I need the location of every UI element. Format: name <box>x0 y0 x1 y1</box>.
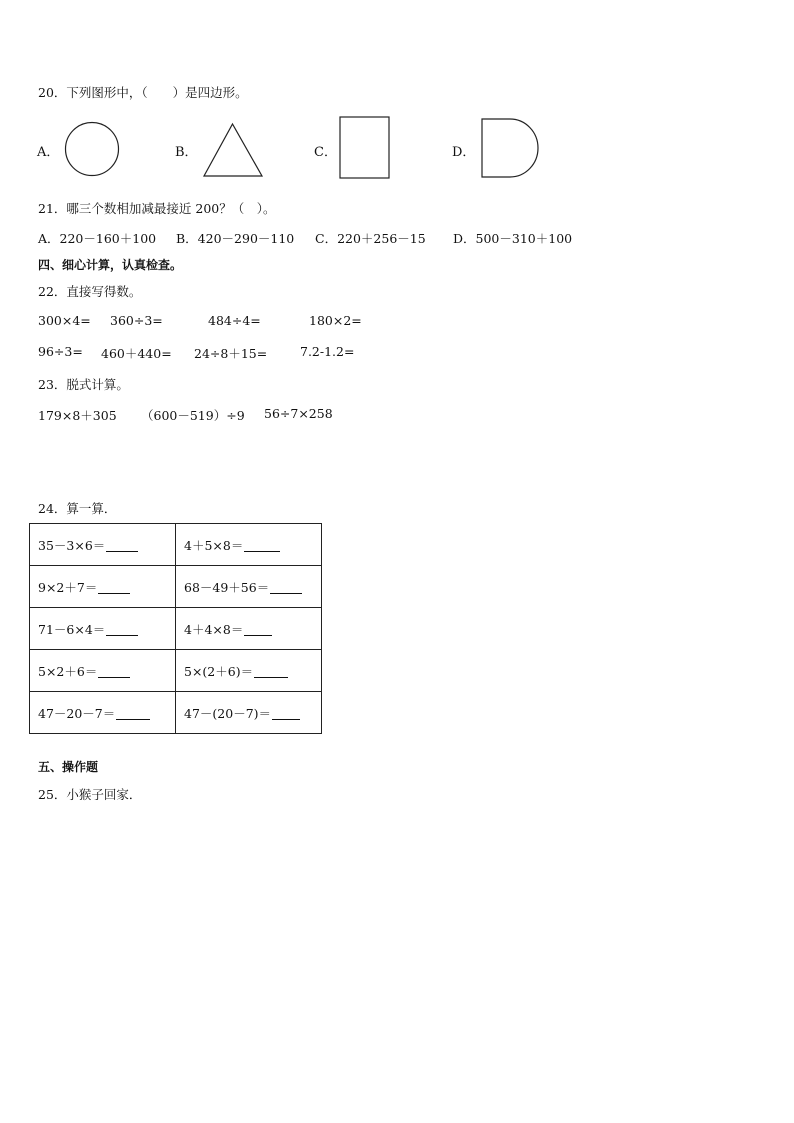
expression: 47－(20－7)＝ <box>184 705 272 721</box>
answer-blank[interactable] <box>254 665 288 678</box>
q20-option-a-letter: A． <box>37 145 60 160</box>
expression: 4＋4×8＝ <box>184 621 244 637</box>
expression: 4＋5×8＝ <box>184 537 244 553</box>
q20-option-d-letter: D． <box>452 145 476 160</box>
q22-r1-item-1: 300×4= <box>38 313 91 328</box>
table-cell <box>30 650 176 692</box>
table-cell <box>30 566 176 608</box>
q25-stem: 25．小猴子回家． <box>38 787 142 802</box>
q23-item-1: 179×8＋305 <box>38 408 117 423</box>
table-row <box>30 692 322 734</box>
expression: 35－3×6＝ <box>38 537 106 553</box>
q23-item-3: 56÷7×258 <box>264 406 333 421</box>
table-row <box>30 608 322 650</box>
q22-r1-item-2: 360÷3= <box>110 313 163 328</box>
rectangle-shape <box>339 116 391 180</box>
section-4-heading: 四、细心计算，认真检查。 <box>38 258 183 272</box>
q20-stem: 20．下列图形中，（ ）是四边形。 <box>38 85 248 100</box>
q23-item-2: （600－519）÷9 <box>141 408 245 423</box>
table-cell <box>30 524 176 566</box>
table-cell <box>176 650 322 692</box>
table-cell <box>176 692 322 734</box>
triangle-shape <box>202 122 264 178</box>
section-5-heading: 五、操作题 <box>38 760 99 774</box>
q20-option-b-letter: B． <box>175 145 198 160</box>
answer-blank[interactable] <box>244 623 272 636</box>
expression: 71－6×4＝ <box>38 621 106 637</box>
expression: 9×2＋7＝ <box>38 579 98 595</box>
q22-r2-item-2: 460＋440= <box>101 346 172 361</box>
table-cell <box>176 566 322 608</box>
answer-blank[interactable] <box>106 539 138 552</box>
q24-stem: 24．算一算． <box>38 501 117 516</box>
q20-option-c-letter: C． <box>314 145 337 160</box>
q22-r2-item-4: 7.2-1.2= <box>300 344 355 359</box>
expression: 47－20－7＝ <box>38 705 116 721</box>
expression: 5×(2＋6)＝ <box>184 663 254 679</box>
table-row <box>30 650 322 692</box>
circle-shape <box>64 121 122 179</box>
q21-option-c: C．220＋256－15 <box>315 231 426 246</box>
q21-option-a: A．220－160＋100 <box>38 231 157 246</box>
table-cell <box>30 608 176 650</box>
expression: 5×2＋6＝ <box>38 663 98 679</box>
q21-stem: 21．哪三个数相加减最接近 200？（ ）。 <box>38 201 276 216</box>
half-round-shape <box>480 118 538 180</box>
answer-blank[interactable] <box>116 707 150 720</box>
q23-stem: 23．脱式计算。 <box>38 377 129 392</box>
answer-blank[interactable] <box>98 665 130 678</box>
answer-blank[interactable] <box>98 581 130 594</box>
q21-option-d: D．500－310＋100 <box>453 231 573 246</box>
answer-blank[interactable] <box>244 539 280 552</box>
q21-option-b: B．420－290－110 <box>176 231 295 246</box>
q22-stem: 22．直接写得数。 <box>38 284 142 299</box>
q22-r2-item-1: 96÷3= <box>38 344 83 359</box>
table-cell <box>30 692 176 734</box>
expression: 68－49＋56＝ <box>184 579 270 595</box>
table-cell <box>176 608 322 650</box>
table-cell <box>176 524 322 566</box>
answer-blank[interactable] <box>272 707 300 720</box>
table-row <box>30 566 322 608</box>
answer-blank[interactable] <box>270 581 302 594</box>
q22-r2-item-3: 24÷8＋15= <box>194 346 268 361</box>
q24-calc-table <box>29 523 322 734</box>
answer-blank[interactable] <box>106 623 138 636</box>
q22-r1-item-3: 484÷4= <box>208 313 261 328</box>
table-row <box>30 524 322 566</box>
q22-r1-item-4: 180×2= <box>309 313 362 328</box>
